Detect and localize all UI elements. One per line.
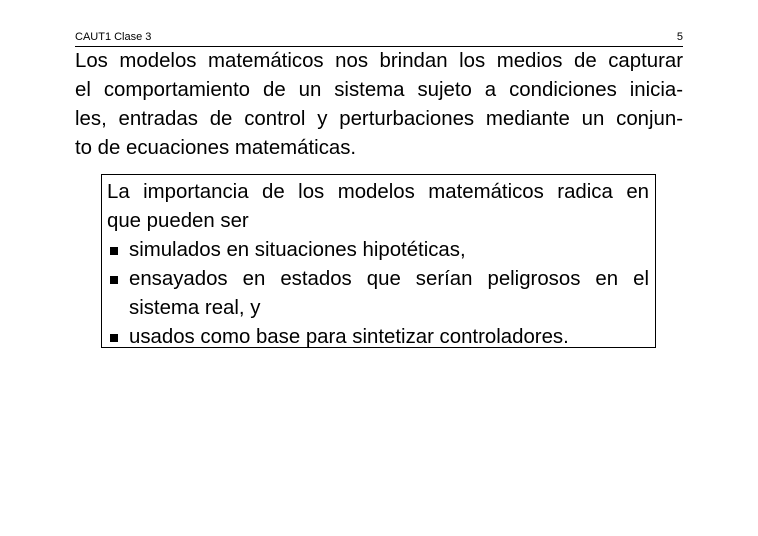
course-label: CAUT1 Clase 3 — [75, 31, 152, 43]
intro-line: les, entradas de control y perturbaciones mediante un conjun- — [75, 108, 683, 130]
bullet-text: usados como base para sintetizar controladores. — [129, 326, 569, 348]
bullet-list — [107, 236, 649, 352]
intro-line: Los modelos matemáticos nos brindan los medios de capturar — [75, 50, 683, 72]
square-bullet-icon — [110, 247, 118, 255]
importance-box — [101, 174, 656, 348]
bullet-text: sistema real, y — [129, 297, 261, 319]
intro-line: el comportamiento de un sistema sujeto a condiciones inicia- — [75, 79, 683, 101]
square-bullet-icon — [110, 276, 118, 284]
list-item — [107, 265, 649, 323]
slide-header — [75, 30, 683, 47]
page-number: 5 — [676, 31, 683, 43]
intro-paragraph — [75, 47, 683, 163]
intro-line: to de ecuaciones matemáticas. — [75, 137, 357, 159]
bullet-text: ensayados en estados que serían peligrosos en el — [129, 268, 649, 290]
list-item — [107, 323, 649, 352]
square-bullet-icon — [110, 334, 118, 342]
list-item — [107, 236, 649, 265]
box-lead-line: que pueden ser — [107, 210, 249, 232]
bullet-text: simulados en situaciones hipotéticas, — [129, 239, 466, 261]
box-lead-line: La importancia de los modelos matemáticos radica en — [107, 181, 649, 203]
